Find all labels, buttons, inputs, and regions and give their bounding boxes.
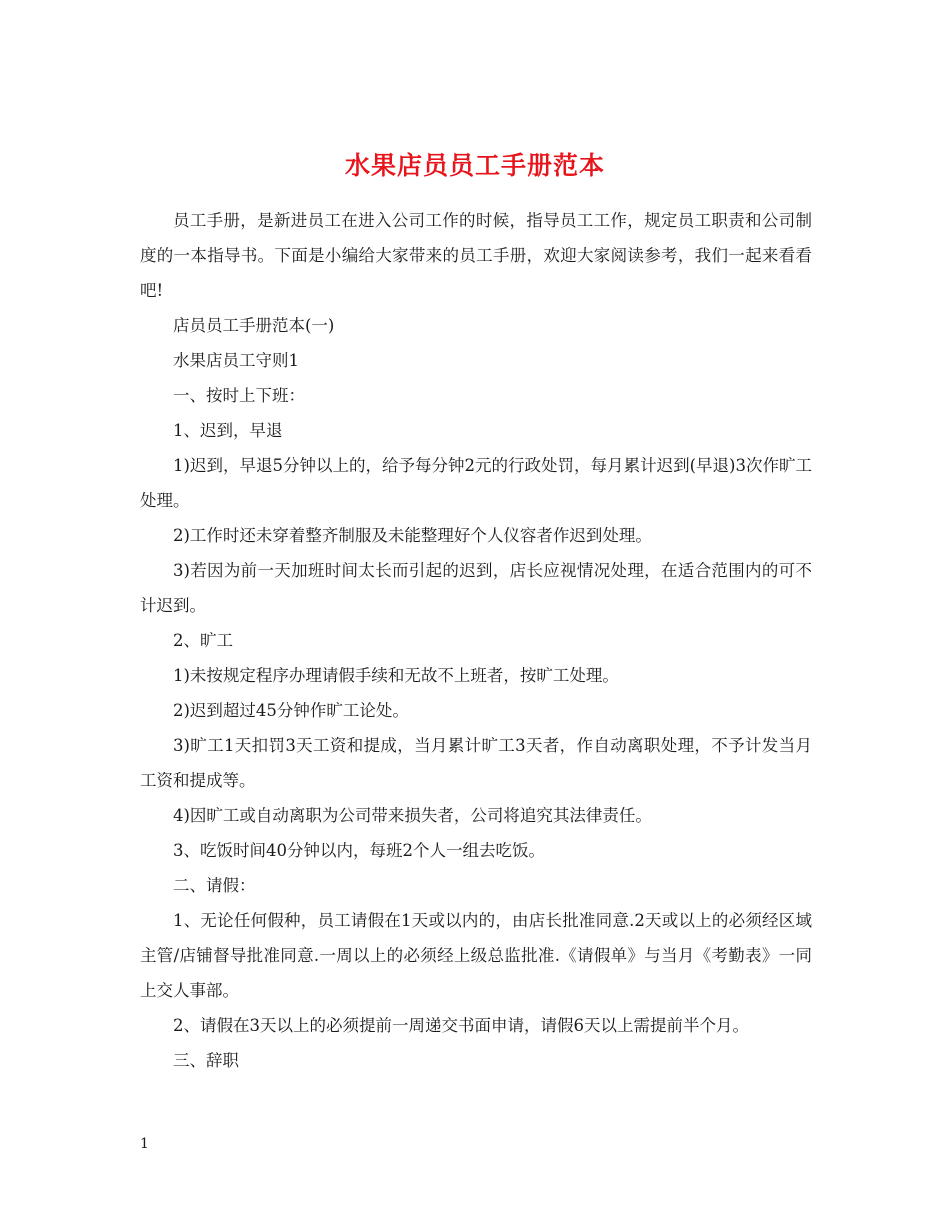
paragraph-late-rule-2: 2)工作时还未穿着整齐制服及未能整理好个人仪容者作迟到处理。: [173, 526, 652, 545]
paragraph-leave-rule-1: 1、无论任何假种，员工请假在1天或以内的，由店长批准同意.2天或以上的必须经区域主管/店铺督导批准同意.一周以上的必须经上级总监批准.《请假单》与当月《考勤表》一同上交人事部。: [140, 911, 812, 1000]
page-number: 1: [140, 1136, 149, 1152]
document-body: [140, 203, 812, 1078]
paragraph-absence: 2、旷工: [173, 631, 233, 650]
paragraph-absence-rule-1: 1)未按规定程序办理请假手续和无故不上班者，按旷工处理。: [173, 666, 619, 685]
paragraph-rules-title: 水果店员工守则1: [173, 351, 299, 370]
paragraph-late-leave: 1、迟到，早退: [173, 421, 283, 440]
paragraph-late-rule-3: 3)若因为前一天加班时间太长而引起的迟到，店长应视情况处理，在适合范围内的可不计迟到。: [140, 561, 812, 615]
paragraph-late-rule-1: 1)迟到，早退5分钟以上的，给予每分钟2元的行政处罚，每月累计迟到(早退)3次作旷工处理。: [140, 456, 812, 510]
paragraph-leave-rule-2: 2、请假在3天以上的必须提前一周递交书面申请，请假6天以上需提前半个月。: [173, 1016, 749, 1035]
paragraph-heading-attendance: 一、按时上下班：: [173, 386, 305, 405]
paragraph-absence-rule-3: 3)旷工1天扣罚3天工资和提成，当月累计旷工3天者，作自动离职处理，不予计发当月工资和提成等。: [140, 736, 812, 790]
paragraph-absence-rule-2: 2)迟到超过45分钟作旷工论处。: [173, 701, 409, 720]
paragraph-meal-time: 3、吃饭时间40分钟以内，每班2个人一组去吃饭。: [173, 841, 545, 860]
paragraph-heading-leave: 二、请假：: [173, 876, 256, 895]
paragraph-intro: 员工手册，是新进员工在进入公司工作的时候，指导员工工作，规定员工职责和公司制度的一本指导书。下面是小编给大家带来的员工手册，欢迎大家阅读参考，我们一起来看看吧!: [140, 211, 812, 300]
document-title: 水果店员员工手册范本: [344, 150, 605, 180]
paragraph-heading-resignation: 三、辞职: [173, 1051, 239, 1070]
paragraph-absence-rule-4: 4)因旷工或自动离职为公司带来损失者，公司将追究其法律责任。: [173, 806, 652, 825]
paragraph-section-title: 店员员工手册范本(一): [173, 316, 335, 335]
